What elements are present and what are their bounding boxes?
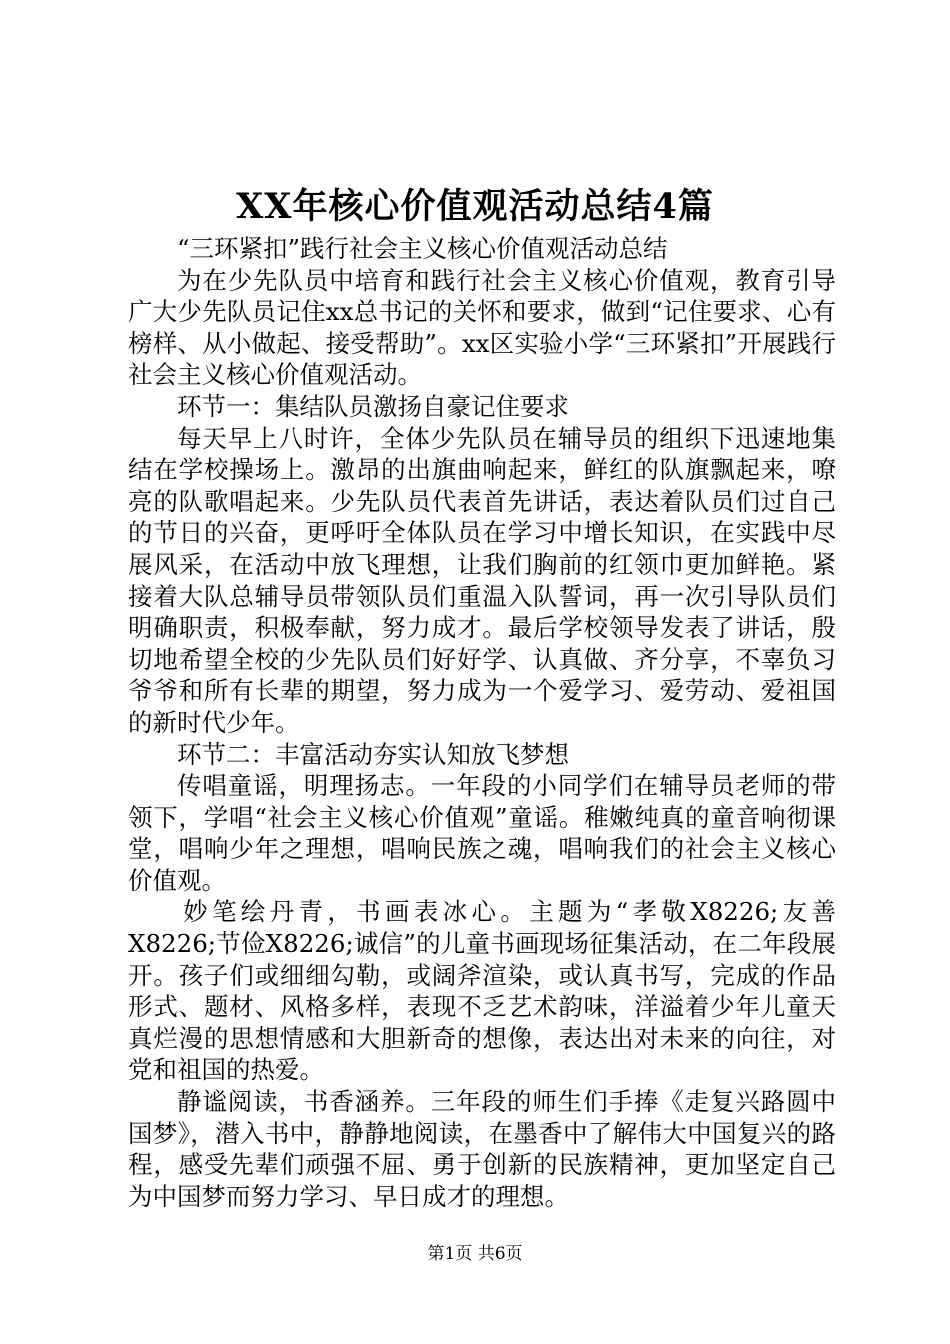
section-heading-2: 环节二：丰富活动夯实认知放飞梦想 (177, 739, 569, 769)
body-paragraph: 静谧阅读，书香涵养。三年段的师生们手捧《走复兴路圆中国梦》，潜入书中，静静地阅读，在墨香中了解伟大中国复兴的路程，感受先辈们顽强不屈、勇于创新的民族精神，更加坚定自己为中国梦而努力学习、早日成才的理想。 (128, 1087, 836, 1211)
document-body (128, 233, 836, 1212)
section-heading-1: 环节一：集结队员激扬自豪记住要求 (177, 391, 569, 421)
body-paragraph: 妙笔绘丹青，书画表冰心。主题为“孝敬X8226;友善X8226;节俭X8226;诚信”的儿童书画现场征集活动，在二年段展开。孩子们或细细勾勒，或阔斧渲染，或认真书写，完成的作品形式、题材、风格多样，表现不乏艺术韵味，洋溢着少年儿童天真烂漫的思想情感和大胆新奇的想像，表达出对未来的向往，对党和祖国的热爱。 (128, 897, 836, 1085)
intro-paragraph: 为在少先队员中培育和践行社会主义核心价值观，教育引导广大少先队员记住xx总书记的关怀和要求，做到“记住要求、心有榜样、从小做起、接受帮助”。xx区实验小学“三环紧扣”开展践行社会主义核心价值观活动。 (128, 265, 836, 390)
subtitle-paragraph: “三环紧扣”践行社会主义核心价值观活动总结 (177, 234, 668, 263)
body-paragraph: 每天早上八时许，全体少先队员在辅导员的组织下迅速地集结在学校操场上。激昂的出旗曲响起来，鲜红的队旗飘起来，嘹亮的队歌唱起来。少先队员代表首先讲话，表达着队员们过自己的节日的兴奋，更呼吁全体队员在学习中增长知识，在实践中尽展风采，在活动中放飞理想，让我们胸前的红领巾更加鲜艳。紧接着大队总辅导员带领队员们重温入队誓词，再一次引导队员们明确职责，积极奉献，努力成才。最后学校领导发表了讲话，殷切地希望全校的少先队员们好好学、认真做、齐分享，不辜负习爷爷和所有长辈的期望，努力成为一个爱学习、爱劳动、爱祖国的新时代少年。 (128, 423, 836, 737)
page-number-footer: 第1页 共6页 (427, 1244, 523, 1264)
document-title: XX年核心价值观活动总结4篇 (236, 186, 714, 227)
body-paragraph: 传唱童谣，明理扬志。一年段的小同学们在辅导员老师的带领下，学唱“社会主义核心价值观”童谣。稚嫩纯真的童音响彻课堂，唱响少年之理想，唱响民族之魂，唱响我们的社会主义核心价值观。 (128, 771, 836, 895)
